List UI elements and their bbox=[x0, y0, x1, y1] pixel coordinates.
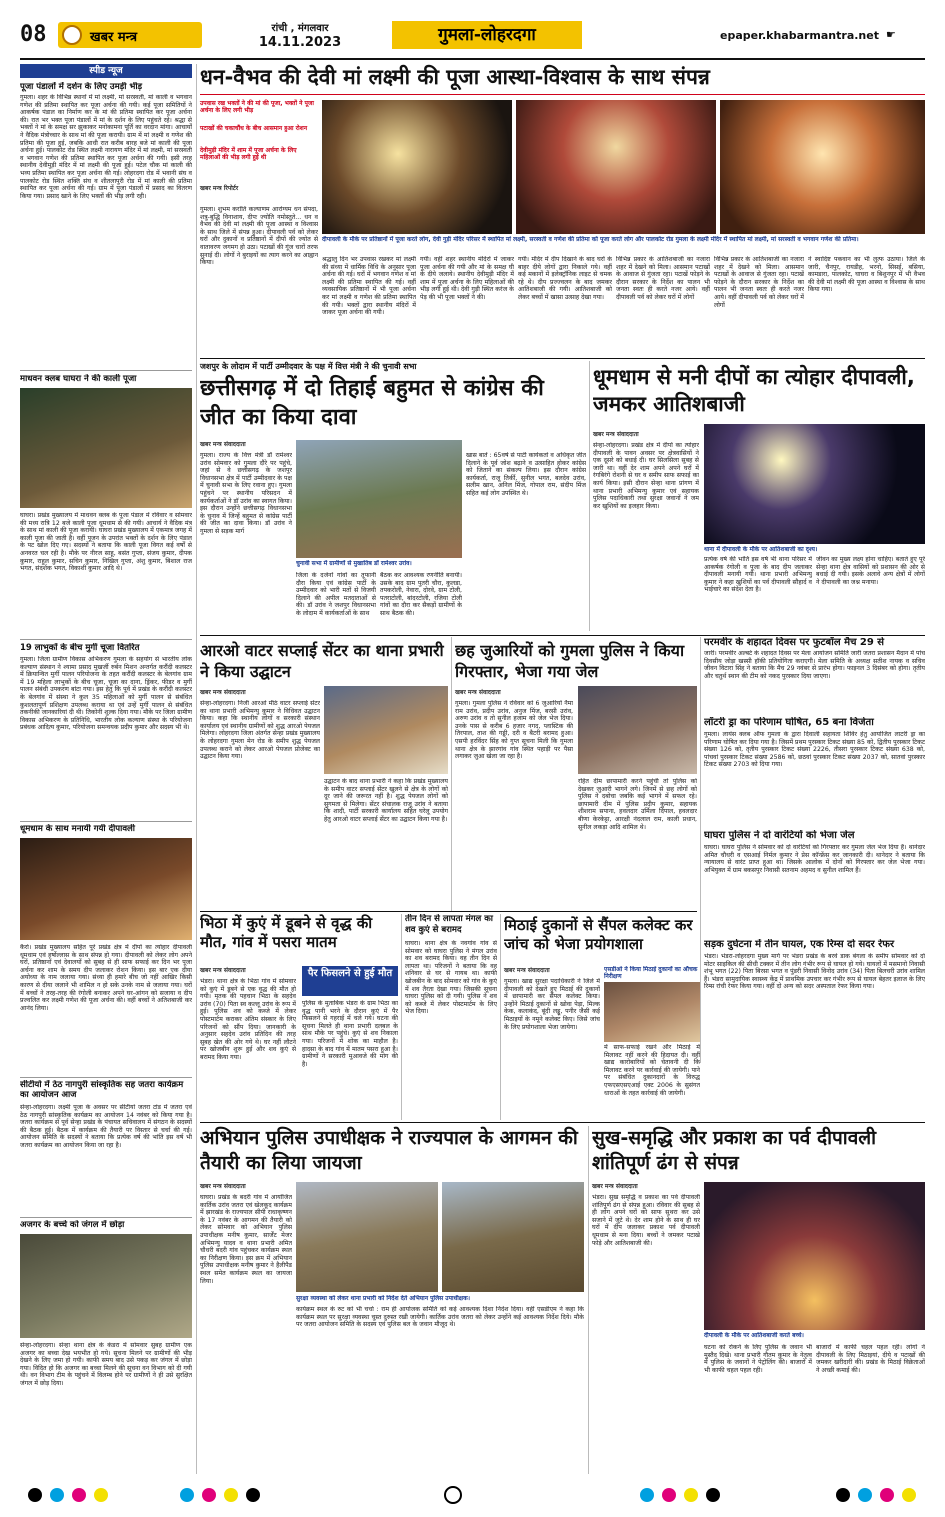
story-text: सेन्हा-लोहरदगा। लक्ष्मी पूजा के अवसर पर सीटीयो जतरा टांड में जतरा एवं ठेठ नागपुरी सांस्कृतिक कार्यक्रम का आयोजन 14 नवंबर को किया गया है। जतरा कार्यक्रम से पूर्व सेन्हा प्रखंड के पंचायत सचिवालय में संगठन के सदस्यों की बैठक हुई। बैठक में कार्यक्रम की तैयारी पर विस्तार से चर्चा की गई। आयोजन समिति के सदस्यों ने बताया कि प्रत्येक वर्ष की भांति इस वर्ष भी जतरा कार्यक्रम का आयोजन किया जा रहा है। bbox=[20, 1104, 192, 1149]
story-head: पूजा पंडालों में दर्शन के लिए उमड़ी भीड़ bbox=[20, 82, 143, 92]
lead-col: विभिन्न प्रकार के आतिशबाजी का नजारा शहर में देखने को मिला। आसमान पटाखों के आवाज से गुंजता रहा। पटाखें फोड़ने के दौरान सरकार के निर्देश का पालन भी जनता स्वतः ही करते नजर आये। वहीं दीपावली पर्व को लेकर घरों में लोगों bbox=[616, 256, 710, 301]
lead-caption: दीपावली के मौके पर प्रतिष्ठानों में पूजा करते लोग, देवी गुड़ी मंदिर परिसर में स्थापित मां लक्ष्मी, सरस्वती व गणेश की प्रतिमा को पूजा करते लोग और पालकोट रोड गुमला के लक्ष्मी मंदिर में स्थापित मां लक्ष्मी, मां सरस्वती व भगवान गणेश की प्रतिमा। bbox=[322, 236, 859, 243]
lead-rule bbox=[200, 94, 925, 95]
police-byline: खबर मन्त्र संवाददाता bbox=[200, 1183, 246, 1190]
lottery-text: गुमला। लायंस क्लब ऑफ गुमला के द्वारा दिवाली सहायता शिविर हेतु आयोजित लाटरी ड्रा का परिणाम घोषित कर दिया गया है। जिसमें प्रथम पुरस्कार टिकट संख्या 85 को, द्वितीय पुरस्कार टिकट संख्या 126 को, तृतीय पुरस्कार टिकट संख्या 2226, तीसरा पुरस्कार टिकट संख्या 638 को, पांचवां पुरस्कार टिकट संख्या 2586 को, छठवां पुरस्कार टिकट संख्या 2037 को, सातवां पुरस्कार टिकट संख्या 2703 को दिया गया। bbox=[704, 731, 925, 769]
color-swatch bbox=[202, 1488, 216, 1502]
sweets-photo bbox=[604, 982, 700, 1042]
section-title: गुमला-लोहरदगा bbox=[392, 21, 582, 49]
color-swatch bbox=[902, 1488, 916, 1502]
page-number: 08 bbox=[20, 22, 47, 47]
section-rule bbox=[200, 358, 925, 359]
aao-col: उद्घाटन के बाद थाना प्रभारी ने कहा कि प्रखंड मुख्यालय के समीप वाटर सप्लाई सेंटर खुलने से क्षेत्र के लोगों को दूर जाने की जरूरत नहीं है। शुद्ध पेयजल लोगों को सुगमता से मिलेगा। सेंटर संचालक राजू उरांव ने बताया कि शादी, पार्टी सरकारी कार्यालय सहित घरेलू उपयोग हेतु आरओ वाटर सप्लाई सेंटर का उद्घाटन किया गया है। bbox=[324, 778, 448, 823]
sweets-col: में साफ-सफाई रखने और मिठाई में मिलावट नहीं करने की हिदायत दी। वहीं खाद्य कारोबारियों को चेतावनी दी कि मिलावट करने पर कार्रवाई की जायेगी। पाने पर संबंधित दुकानदारों के विरुद्ध एफएसएसएआई एक्ट 2006 के सुसंगत धाराओं के तहत कार्रवाई की जायेगी। bbox=[604, 1044, 700, 1097]
sweets-headline: मिठाई दुकानों से सैंपल कलेक्ट कर जांच को भेजा प्रयोगशाला bbox=[504, 916, 693, 953]
color-swatch bbox=[94, 1488, 108, 1502]
color-swatch bbox=[72, 1488, 86, 1502]
lead-col: गुमला। शुभम करोति कल्याणम आरोग्यम धन संपदा, शत्रु-बुद्धि विनाशाय, दीपः ज्योति नमोस्तुते... धन व वैभव की देवी मां लक्ष्मी की पूजा आस्था व विश्वास के साथ जिले में संपन्न हुआ। दीपावली पर्व को लेकर घरों और दुकानों व प्रतिष्ठानों में दीपों की ज्योत से वातावरण जगमग हो उठा। पटाखों की गूंज चारों तरफ सुनाई दी। लोगों ने बुराइयों का त्याग करने का आह्वान किया। bbox=[200, 206, 318, 267]
death-headline: भिठा में कुएं में डूबने से वृद्ध की मौत, गांव में पसरा मातम bbox=[200, 914, 373, 951]
death-col: पुलिस के मुताबिक भंडरा के ग्राम भिठा का वृद्ध पानी भरने के दौरान कुएं में पैर फिसलने से गहराई में चले गये। घटना की सूचना मिलते ही थाना प्रभारी दलबल के साथ मौके पर पहुंचे। कुएं से शव निकाला गया। परिजनों में शोक का माहौल है। हादसा के बाद गांव में मातम पसरा हुआ है। ग्रामीणों ने सरकारी मुआवजे की मांग की है। bbox=[302, 1000, 398, 1068]
cursor-icon: ☛ bbox=[886, 28, 896, 41]
brand-badge bbox=[58, 22, 202, 48]
prosperity-col: बाजारों में काफी चहल पहल रही। लोगों ने दीपावली के लिए मिठाइयां, दीये व पटाखों की जमकर खरीदारी की। प्रखंड के मिठाई विक्रेताओं ने अच्छी कमाई की। bbox=[816, 1344, 925, 1374]
deepawali-col: सेन्हा-लोहरदगा। प्रखंड क्षेत्र में दीपों का त्योहार दीपावली के पावन अवसर पर क्षेत्रवासियों ने एक दूसरे को बधाई दी। घर सिलसिला सुबह से जारी था। वहीं देर शाम अपने अपने घरों में रंगबिरंगे रोशनी से घर व समीप साफ सफाई का कार्य किया। इसी दौरान सेन्हा थाना प्रांगण में थाना प्रभारी अभिमन्यु कुमार एवं सहायक पुलिस पदाधिकारी तथा सुरक्षा जवानों ने जम कर खुशियों का इजहार किया। bbox=[593, 442, 699, 510]
sweets-byline: खबर मन्त्र संवाददाता bbox=[504, 967, 550, 974]
story-text: गुमला। शहर के विभिन्न स्थानों में मां लक्ष्मी, मां सरस्वती, मां काली व भगवान गणेश की प्रतिमा स्थापित कर पूजा अर्चना की गयी। कई पूजा समितियों ने आकर्षक पंडाल का निर्माण कर के मां की प्रतिमा स्थापित कर पूजा अर्चना की। रात भर भक्त पूजा पंडालों में मां के दर्शन के लिए पहुंचते रहे। श्रद्धा से भक्तों ने मां के समक्ष सर झुकाकर मनोकामना पूर्ति का वरदान मांगा। आचार्यों ने वैदिक मंत्रोच्चार के साथ मां की पूजा करायी। ग्राम में मां लक्ष्मी व गणेश की प्रतिमा की पूजा हुई, जबकि आधी रात करीब बारह बजे मां काली की पूजा अर्चना हुई। पालकोट रोड स्थित लक्ष्मी नारायण मंदिर में मां लक्ष्मी, मां सरस्वती व भगवान गणेश की प्रतिमा स्थापित कर पूजा अर्चना की गयी। इसी तरह स्थानीय देवीमुड़ी मंदिर में मां लक्ष्मी की पूजा हुई। पटेल चौक मां काली की भव्य प्रतिमा स्थापित कर पूजा अर्चना की गई। लोहरदगा रोड में भवानी संघ व पालकोट रोड स्थित शक्ति संघ व शीतलापुरी रोड में मां काली की प्रतिमा स्थापित कर पूजा अर्चना की गई। ग्राम में पूजा पंडालों में प्रसाद का वितरण किया गया। प्रसाद खाने के लिए भक्तों की भीड़ लगी रही। bbox=[20, 94, 192, 200]
lead-headline: धन-वैभव की देवी मां लक्ष्मी की पूजा आस्था-विश्वास के साथ संपन्न bbox=[200, 65, 710, 89]
death-subhead: पैर फिसलने से हुई मौत bbox=[302, 966, 398, 996]
accident-headline: सड़क दुर्घटना में तीन घायल, एक रिम्स दो सदर रेफर bbox=[704, 939, 895, 950]
prosperity-col: भंडरा। सुख समृद्धि व प्रकाश का पर्व दीपावली शांतिपूर्ण ढंग से संपन्न हुआ। रविवार की सुबह से ही लोग अपने घरों को साफ सुथरा कर उसे सजाने में जुटे थे। देर शाम होने के साथ ही घर घरों में दीप जलाकर प्रकाश पर्व दीपावली धूमधाम से मना दिया। बच्चों ने जमकर पटाखे फोड़े और आतिशबाजी की। bbox=[592, 1194, 700, 1247]
column-rule bbox=[589, 361, 590, 631]
aao-photo bbox=[324, 686, 448, 774]
section-rule bbox=[200, 911, 697, 912]
missing-headline: तीन दिन से लापता मंगल का शव कुएं से बरामद bbox=[405, 914, 493, 935]
congress-photo bbox=[296, 440, 462, 558]
color-swatch bbox=[662, 1488, 676, 1502]
brand-logo-icon bbox=[62, 25, 82, 45]
congress-kicker: जशपुर के लोदाम में पार्टी उम्मीदवार के पक्ष में वित्त मंत्री ने की चुनावी सभा bbox=[200, 362, 417, 371]
color-swatch bbox=[880, 1488, 894, 1502]
prosperity-col: घटना को रोकने के लिए पुलिस के जवान भी मुस्तैद दिखे। थाना प्रभारी गौतम कुमार के नेतृत्व में पुलिस के जवानों ने पेट्रोलिंग की। बाजारों में भी काफी चहल पहल रही। bbox=[704, 1344, 812, 1374]
gamblers-byline: खबर मन्त्र संवाददाता bbox=[455, 689, 501, 696]
deepawali-byline: खबर मन्त्र संवाददाता bbox=[593, 431, 639, 438]
color-swatch bbox=[28, 1488, 42, 1502]
congress-col: गुमला। राज्य के वित्त मंत्री डॉ रामेश्वर उरांव सोमवार को गुमला दौरे पर पहुंचे, जहां से वे छत्तीसगढ़ के जशपुर विधानसभा क्षेत्र में पार्टी उम्मीदवार के पक्ष में चुनावी सभा के लिए रवाना हुए। गुमला पहुंचने पर स्थानीय परिसदन में कार्यकर्ताओं ने डॉ उरांव का स्वागत किया। इस दौरान उन्होंने छत्तीसगढ़ विधानसभा के चुनाव में जिन्हें बहुमत से कांग्रेस पार्टी की जीत का दावा किया। डॉ उरांव ने गुमला से सड़क मार्ग bbox=[200, 452, 292, 535]
story-head: धूमधाम के साथ मनायी गयी दीपावली bbox=[20, 824, 136, 834]
gamblers-photo bbox=[578, 686, 697, 774]
prosperity-caption: दीपावली के मौके पर आतिशबाजी करते बच्चे। bbox=[704, 1332, 804, 1339]
death-col: भंडरा। थाना क्षेत्र के भिठा गांव में सोमवार को कुएं में डूबने से एक वृद्ध की मौत हो गयी। मृतक की पहचान भिठा के सहदेव उरांव (70) पिता स्व कल्लू उरांव के रूप में हुई। पुलिस शव को कब्जे में लेकर पोस्टमार्टम कराकर अंतिम संस्कार के लिए परिजनों को सौंप दिया। जानकारी के अनुसार सहदेव उरांव प्रतिदिन की तरह सुबह खेत की ओर गये थे। घर नहीं लौटने पर खोजबीन शुरू हुई और शव कुएं से बरामद किया गया। bbox=[200, 978, 296, 1061]
congress-headline: छत्तीसगढ़ में दो तिहाई बहुमत से कांग्रेस की जीत का किया दावा bbox=[200, 376, 544, 430]
masthead bbox=[0, 0, 945, 64]
footer-color-bar bbox=[0, 1480, 945, 1510]
section-rule bbox=[200, 635, 925, 636]
lead-col: श्रद्धालु दिन भर उपवास रखकर मां लक्ष्मी की संध्या में धार्मिक विधि के अनुसार पूजा अर्चना की गई। घरों में भगवान गणेश व मां लक्ष्मी की प्रतिमा स्थापित की गई। वहीं व्यवसायिक प्रतिष्ठानों में भी पूजा अर्चना कर मां लक्ष्मी व गणेश की प्रतिमा स्थापित की गयी। भक्तों द्वारा स्थानीय मंदिरों में जाकर पूजा अर्चना की गयी। bbox=[322, 256, 416, 317]
color-swatch bbox=[180, 1488, 194, 1502]
football-headline: परमवीर के शहादत दिवस पर फुटबॉल मैच 29 से bbox=[704, 637, 885, 648]
deepawali-col: जीवन का मुख्य लक्ष्य होना चाहिए। बताते हुए पूरे सेन्हा थाना क्षेत्र वासियों को प्रशासन की ओर से बधाई दी गयी। इसके अलावे अन्य क्षेत्रों में लोगों ने दीपावली का जश्न मनाया। bbox=[816, 556, 925, 586]
color-swatch bbox=[706, 1488, 720, 1502]
deepawali-photo bbox=[704, 424, 925, 544]
color-swatch bbox=[224, 1488, 238, 1502]
police-caption: सुरक्षा व्यवस्था को लेकर थाना प्रभारी को निर्देश देते अभियान पुलिस उपाधीक्षक। bbox=[296, 1295, 470, 1302]
column-rule bbox=[500, 914, 501, 1120]
sidebar bbox=[20, 64, 192, 1474]
lead-col: विभिन्न प्रकार के आतिशबाजी का नजारा शहर में देखने को मिला। आसमान पटाखों के आवाज से गुंजता रहा। पटाखें फोड़ने के दौरान सरकार के निर्देश का पालन भी जनता स्वतः ही करते नजर आये। वहीं दीपावली पर्व को लेकर घरों में लोगों bbox=[714, 256, 804, 309]
color-swatch bbox=[246, 1488, 260, 1502]
color-swatch bbox=[640, 1488, 654, 1502]
story-text: सेन्हा-लोहरदगा। सेन्हा थाना क्षेत्र के कंडरा में सोमवार सुबह ग्रामीण एक अजगर का बच्चा देख भयभीत हो गये। सूचना मिलने पर ग्रामीणों की भीड़ देखने के लिए जमा हो गयी। काफी समय बाद उसे पकड़ कर जंगल में छोड़ा गया। विदित हो कि अजगर का बच्चा मिलने की सूचना वन विभाग को दी गयी थी। वन विभाग टीम के पहुंचने में विलम्ब होने पर ग्रामीणों ने ही उसे सुरक्षित जंगल में छोड़ दिया। bbox=[20, 1342, 192, 1387]
congress-caption: चुनावी सभा में ग्रामीणों से मुखातिब डॉ रामेश्वर उरांव। bbox=[296, 560, 412, 567]
prosperity-byline: खबर मन्त्र संवाददाता bbox=[592, 1183, 638, 1190]
section-rule bbox=[200, 1122, 925, 1123]
divider bbox=[20, 821, 192, 822]
police-footer: कार्यक्रम स्थल के रुट को भी चर्चा : राम ही आयोजक समिति को कई आवश्यक दिशा निर्देश दिया। वहीं एसडीएम ने कहा कि कार्यक्रम स्थल पर सुरक्षा व्यवस्था चुस्त दुरुस्त रखी जायेगी। कार्तिक उरांव जतरा को लेकर उन्होंने कई आवश्यक निर्देश दिये। मौके पर जतरा आयोजन समिति के सदस्य एवं पुलिस बल के जवान मौजूद थे। bbox=[296, 1306, 584, 1329]
column-rule bbox=[588, 1126, 589, 1474]
story-photo bbox=[20, 388, 192, 508]
story-photo bbox=[20, 838, 192, 940]
website-link[interactable]: epaper.khabarmantra.net bbox=[720, 29, 879, 42]
warrant-headline: घाघरा पुलिस ने दो वारंटियों को भेजा जेल bbox=[704, 830, 855, 841]
divider bbox=[20, 370, 192, 371]
divider bbox=[20, 1077, 192, 1078]
aao-col: सेन्हा-लोहरदगा। निजी आरओ मीठे वाटर सप्लाई सेंटर का थाना प्रभारी अभिमन्यु कुमार ने विधिवत उद्घाटन किया। कहा कि स्थानीय लोगों व सरकारी संस्थान कार्यालय एवं स्थानीय ग्रामीणों को शुद्ध आरओ पेयजल मिलेगा। लोहरदगा जिला अंतर्गत सेन्हा प्रखंड मुख्यालय के लोहरदगा गुमला मेन रोड के समीप शुद्ध पेयजल उपलब्ध कराने को लेकर आरओ पेयजल प्रोजेक्ट का उद्घाटन किया गया। bbox=[200, 700, 320, 761]
deepawali-col: प्रत्येक वर्ष की भांति इस वर्ष भी थाना परिसर में आकर्षक रंगोली व पूजा के बाद दीप जलाकर दीपावली मनायी गयी। थाना प्रभारी अभिमन्यु कुमार ने कहा खुशियों का पर्व दीपावली सौहार्द व भाईचारे का संदेश देता है। bbox=[704, 556, 812, 594]
deepawali-headline: धूमधाम से मनी दीपों का त्योहार दीपावली, जमकर आतिशबाजी bbox=[593, 365, 915, 416]
color-swatch bbox=[684, 1488, 698, 1502]
story-head: माधवन क्लब घाघरा ने की काली पूजा bbox=[20, 374, 137, 384]
lead-photo-fireworks bbox=[322, 100, 512, 234]
story-text: कैरो। प्रखंड मुख्यालय सहित पूरे प्रखंड क्षेत्र में दीपों का त्योहार दीपावली धूमधाम एवं हर्षोल्लास के साथ संपन्न हो गया। दीपावली को लेकर लोग अपने घरों, प्रतिष्ठानों एवं देवालयों को सुबह से ही साफ सफाई कर दिन भर पूजा अर्चना कर शाम के समय दीप जलाकर रोशन किया। इस बार एक दीया अयोध्या के नाम जलाया गया। संध्या ही हमारे बीच जो नहीं आखिर किसी कारण से दीया जलाने भी शामिल न हो सके उनके नाम से जलाया गया। घरों में बच्चों ने तरह-तरह की रंगोली बनाकर अपने घर-आंगन को सजाया व दीप प्रज्वलित कर लक्ष्मी गणेश की पूजा अर्चना की। वहीं बच्चों ने अतिशबाजी कर आनंद लिया। bbox=[20, 944, 192, 1012]
missing-text: घाघरा। थाना क्षेत्र के नवगांव गांव से सोमवार को घाघरा पुलिस ने मंगल उरांव का शव बरामद किया। वह तीन दिन से लापता था। परिजनों ने बताया कि वह शनिवार से घर से गायब था। काफी खोजबीन के बाद सोमवार को गांव के कुएं में शव तैरता देखा गया। जिसकी सूचना घाघरा पुलिस को दी गयी। पुलिस ने शव को कब्जे में लेकर पोस्टमार्टम के लिए भेज दिया। bbox=[405, 940, 497, 1016]
story-text: गुमला। जिला ग्रामीण विकास अभिकरण गुमला के सहयोग से भारतीय लोक कल्याण संस्थान ने श्यामा प्रसाद मुखर्जी रुर्बन मिशन अन्तर्गत करौंदी कलस्टर में क्रियान्वित मुर्गी पालन परियोजना के तहत करौंदी कलस्टर के बेलगांव ग्राम में 19 महिला लाभुकों के बीच चूजा, चूजा का दाना, ड्रिंकर, फीडर व मुर्गी पालन संबंधी उपकरण बांटा गया। इस हेतु कि पूर्व में प्रखंड के करौंदी कलस्टर के बेलगांव में संस्था ने कुल 35 महिलाओं को मुर्गी पालन से संबंधित कुशलतापूर्ण प्रशिक्षण उपलब्ध कराया था एवं उन्हें मुर्गी पालन से संबंधित तकनीकी जानकारियां दी थी। तिकोनी शुल्क दिया गया। मौके पर जिला ग्रामीण विकास अभिकरण के प्रतिनिधि, भारतीय लोक कल्याण संस्था के परियोजना प्रबंधक आदित्य कुमार, परियोजना समन्वयक प्रदीप कुमार और सदस्य भी थे। bbox=[20, 656, 192, 732]
police-headline: अभियान पुलिस उपाधीक्षक ने राज्यपाल के आगमन की तैयारी का लिया जायजा bbox=[200, 1127, 578, 1174]
lead-col: गयी। वहीं शहर स्थानीय मंदिरों में जाकर पूजा अर्चना की गयी और मां के समक्ष घी के दीये जलाये। स्थानीय देवीमुड़ी मंदिर में शाम में पूजा अर्चना के लिए महिलाओं की भीड़ लगी हुई थी। देवी गुड़ी स्थित करंज के पेड़ की भी पूजा भक्तों ने की। bbox=[420, 256, 514, 301]
aao-headline: आरओ वाटर सप्लाई सेंटर का थाना प्रभारी ने किया उद्घाटन bbox=[200, 641, 444, 681]
sweets-caption: एसडीओ ने किया मिठाई दुकानों का औचक निरीक्षण bbox=[604, 966, 698, 980]
congress-byline: खबर मन्त्र संवाददाता bbox=[200, 441, 246, 448]
congress-col: जिला के दर्जनों गांवों का तूफानी दौरा किया एवं कांग्रेस पार्टी के उम्मीदवार को भारी मतों से विजयी दिलाने की अपील मतदाताओं से की। डॉ उरांव ने जशपुर विधानसभा के लोदाम में कार्यकर्ताओं के साथ bbox=[296, 572, 376, 617]
registration-mark-icon bbox=[444, 1486, 462, 1504]
lottery-headline: लॉटरी ड्रा का परिणाम घोषित, 65 बना विजेता bbox=[704, 717, 874, 728]
warrant-text: घाघरा। घाघरा पुलिस ने सोमवार को दो वारंटियों को गिरफ्तार कर गुमला जेल भेज दिया है। थानेदार अमित चौधरी व एसआई निर्मल कुमार ने प्रेस कॉन्फ्रेंस कर जानकारी दी। थानेदार ने बताया कि न्यायालय से वारंट प्राप्त हुआ था। जिसके आलोक में दोनों को गिरफ्तार कर जेल भेजा गया। अभियुक्त में ग्राम बकसपुर निवासी सतनाम अहमद व सुनील शामिल हैं। bbox=[704, 844, 925, 874]
death-byline: खबर मन्त्र संवाददाता bbox=[200, 967, 246, 974]
brand-name: खबर मन्त्र bbox=[90, 30, 138, 45]
column-rule bbox=[401, 914, 402, 1120]
issue-date: 14.11.2023 bbox=[258, 35, 342, 50]
bullet-item: देवीमुड़ी मंदिर में शाम में पूजा अर्चना के लिए महिलाओं की भीड़ लगी हुई थी bbox=[200, 147, 297, 161]
football-text: जारी। परमवीर अल्बर्ट के शहादत दिवस पर मेला आयोजन समिति जारी जतरा प्रशासन मैदान में पांच दिवसीय जोड़ा खस्सी हॉकी प्रतियोगिता कराएगी। मेला समिति के अध्यक्ष सतीश नायक व सचिव जीवन विटारा सिंह ने बताया कि मैच 29 नवंबर से प्रारंभ होगा। फाइनल 3 दिसंबर को होगा। तृतीय और चतुर्थ स्थान की टीम को नकद पुरस्कार दिया जाएगा। bbox=[704, 650, 925, 680]
gamblers-headline: छह जुआरियों को गुमला पुलिस ने किया गिरफ्तार, भेजा गया जेल bbox=[455, 641, 685, 681]
divider bbox=[20, 1217, 192, 1218]
color-swatch bbox=[50, 1488, 64, 1502]
color-swatch bbox=[858, 1488, 872, 1502]
divider bbox=[20, 639, 192, 640]
gamblers-col: रहित दीम छापामारी करने पहुंची तो पुलिस को देखकर जुआरी भागने लगे। जिनमें से छह लोगों को पुलिस ने दबोचा जबकि कई भागने में सफल रहे। छापामारी दीम में पुलिस प्रदीप कुमार, सहायक शीशराम सपाना, हवलदार उर्मिला दिंपाल, हवलदार बीणा केरकेट्टा, आरक्षी नंदलाल राम, काली प्रधान, सुनील लकड़ा आदि शामिल थे। bbox=[578, 778, 697, 831]
lead-photo-shop bbox=[516, 100, 716, 234]
lead-col: ने स्वादिष्ट पकवान का भी लुत्फ उठाया। जिले के जारी, चैनपुर, रायडीह, भरनो, सिसई, बसिया, कामडारा, पालकोट, घाघरा व बिशुनपुर में भी वैभव की देवी मां लक्ष्मी की पूजा आस्था व विश्वास के साथ किया गया। bbox=[808, 256, 925, 294]
gamblers-col: गुमला। गुमला पुलिस ने रविवार को 6 जुआरियों नैमा राम उरांव, प्रदीप उरांव, अनुज मिंज, बरसी उरांव, अरुण उरांव व तो सुनील हजाम को जेल भेज दिया। उनके पास से करीब 6 हजार नगद, प्लास्टिक की तिरपाल, ताश की गड्डी, दरी व बैटरी बरामद हुआ। एसपी हरविंदर सिंह को गुप्त सूचना मिली कि गुमला थाना क्षेत्र के झारगांव गांव स्थित पहाड़ी पर पैसा लगाकर जुआ खेला जा रहा है। bbox=[455, 700, 573, 761]
city-day: रांची , मंगलवार bbox=[271, 23, 329, 34]
congress-col: बैठक कर आवश्यक रणनीति बनायी। उसके बाद ग्राम पुतरी चौरा, कुलडा, तपकरोली, नेवारा, दोरवे, ग्राम टोली, पतराटोली, बांदरटोली, रजिया टोली गांवों का दौरा कर सैकड़ों ग्रामीणों के साथ बैठक की। bbox=[380, 572, 462, 617]
bullet-item: उपवास रख भक्तों ने की मां की पूजा, भक्तों ने पूजा अर्चना के लिए लगी भीड़ bbox=[200, 100, 314, 114]
sidebar-rule bbox=[196, 64, 197, 1474]
speed-news-label: स्पीड न्यूज bbox=[20, 64, 192, 78]
masthead-divider bbox=[20, 58, 925, 60]
prosperity-headline: सुख-समृद्धि और प्रकाश का पर्व दीपावली शांतिपूर्ण ढंग से संपन्न bbox=[592, 1127, 877, 1174]
lead-bullets bbox=[200, 100, 318, 174]
prosperity-photo bbox=[704, 1182, 925, 1330]
lead-byline: खबर मन्त्र रिपोर्टर bbox=[200, 185, 239, 192]
sweets-col: गुमला। खाद्य सुरक्षा पदाधिकारी ने जिले में दीपावली को देखते हुए मिठाई की दुकानों में छापामारी कर सैंपल कलेक्ट किया। उन्होंने मिठाई दुकानों से खोवा पेड़ा, मिल्क केक, कलाकंद, बूंदी लड्डू, पनीर जैसी कई मिठाइयों के नमूने कलेक्ट किए। जिसे जांच के लिए प्रयोगशाला भेजा जायेगा। bbox=[504, 978, 600, 1031]
lead-col: गयी। मंदिर में दीप दिखाने के बाद घरों के बाहर दीये लोगों द्वारा निकाले गये। वहीं कई मकानों में इलेक्ट्रॉनिक लाइट से चमक रहे थे। दीप प्रज्ज्वलन के बाद जमकर आतिशबाजी की गयी। आतिशबाजी को लेकर बच्चों में खासा उत्साह देखा गया। bbox=[518, 256, 612, 301]
story-head: सीटीयो में ठेठ नागपुरी सांस्कृतिक सह जतरा कार्यक्रम का आयोजन आज bbox=[20, 1080, 184, 1100]
police-photo-1 bbox=[296, 1182, 438, 1292]
bullet-item: पटाखों की चकाचौंध के बीच आसमान हुआ रोशन bbox=[200, 125, 308, 132]
color-swatch bbox=[836, 1488, 850, 1502]
story-head: 19 लाभुकों के बीच मुर्गी चूजा वितरित bbox=[20, 643, 140, 653]
story-text: घाघरा। प्रखंड मुख्यालय में माधवन क्लब के पूजा पंडाल में रविवार व सोमवार की मध्य रात्रि 12 बजे काली पूजा धूमधाम से की गयी। आचार्य ने वैदिक मंत्र के साथ मां काली की पूजा करायी। घाघरा प्रखंड मुख्यालय में एकमात्र जगह में काली पूजा की जाती है। वहीं पूजन के उपरांत भक्तों के दर्शन के लिए पंडाल के पट खोल दिए गए। सदस्यों ने बताया कि काली पूजा विगत कई वर्षों से अनवरत चल रही है। मौके पर नीरज साहू, बसंत गुप्ता, संजय कुमार, दीपक कुमार, राहुल कुमार, सचिन कुमार, निखिल गुप्ता, अंशु कुमार, बिशाल राज भगत, संदर्शक भगत, विकाशी कुमार आदि थे। bbox=[20, 512, 192, 573]
column-rule bbox=[700, 637, 701, 1063]
police-col: घाघरा। प्रखंड के बदरी गांव में आयोजित कार्तिक उरांव जतरा एवं खेलकूद कार्यक्रम में झारखंड के राज्यपाल सीपी राधाकृष्णन के 17 नवंबर के आगमन की तैयारी को लेकर सोमवार को अभियान पुलिस उपाधीक्षक मनीष कुमार, सार्जेंट मेजर अभिमन्यु यादव व थाना प्रभारी अमित चौधरी बदरी गांव पहुंचकर कार्यक्रम स्थल का निरीक्षण किया। इस क्रम में अभियान पुलिस उपाधीक्षक मनीष कुमार ने हैलीपैड स्थल समेत कार्यक्रम स्थल का जायजा लिया। bbox=[200, 1194, 292, 1285]
column-rule bbox=[451, 637, 452, 911]
aao-byline: खबर मन्त्र संवाददाता bbox=[200, 689, 246, 696]
lead-photo-idols bbox=[720, 100, 925, 234]
police-photo-2 bbox=[442, 1182, 584, 1292]
story-photo bbox=[20, 1234, 192, 1338]
story-head: अजगर के बच्चे को जंगल में छोड़ा bbox=[20, 1220, 125, 1230]
congress-col: खास बातें : 65वर्ष से पार्टी कार्यकर्ता व अधिकृत जीत दिलाने के पूर्व जोश बढ़ाने व उत्साहित होकर कांग्रेस को जिताने का संकल्प लिया। इस दौरान कांग्रेस कार्यकर्ता, राजू तिर्की, सुनील भगत, बलदेव उरांव, सलीम खान, अनिल मिंज, गोपाल राम, संदीप मिंज सहित कई लोग उपस्थित थे। bbox=[466, 452, 586, 497]
accident-text: भंडरा। भंडरा-लोहरदगा मुख्य मार्ग पर भंडरा प्रखंड के बरवे डाक बंगला के समीप सोमवार को दो मोटर साइकिल की सीधी टक्कर में तीन लोग गंभीर रूप से घायल हो गये। घायलों में मसमानो निवासी शंभू भगत (22) पिता बिरसा भगत व पुंडरी निवासी विनोद उरांव (34) पिता बिलचरी उरांव शामिल हैं। भंडरा सामुदायिक स्वास्थ्य केंद्र में प्राथमिक उपचार कर गंभीर रूप से घायल बेहतर इलाज के लिए रिम्स रांची रेफर किया गया। वहीं दो अन्य को सदर अस्पताल रेफर किया गया। bbox=[704, 953, 925, 991]
deepawali-caption: थाना में दीपावली के मौके पर आतिशबाजी का दृश्य। bbox=[704, 546, 818, 553]
